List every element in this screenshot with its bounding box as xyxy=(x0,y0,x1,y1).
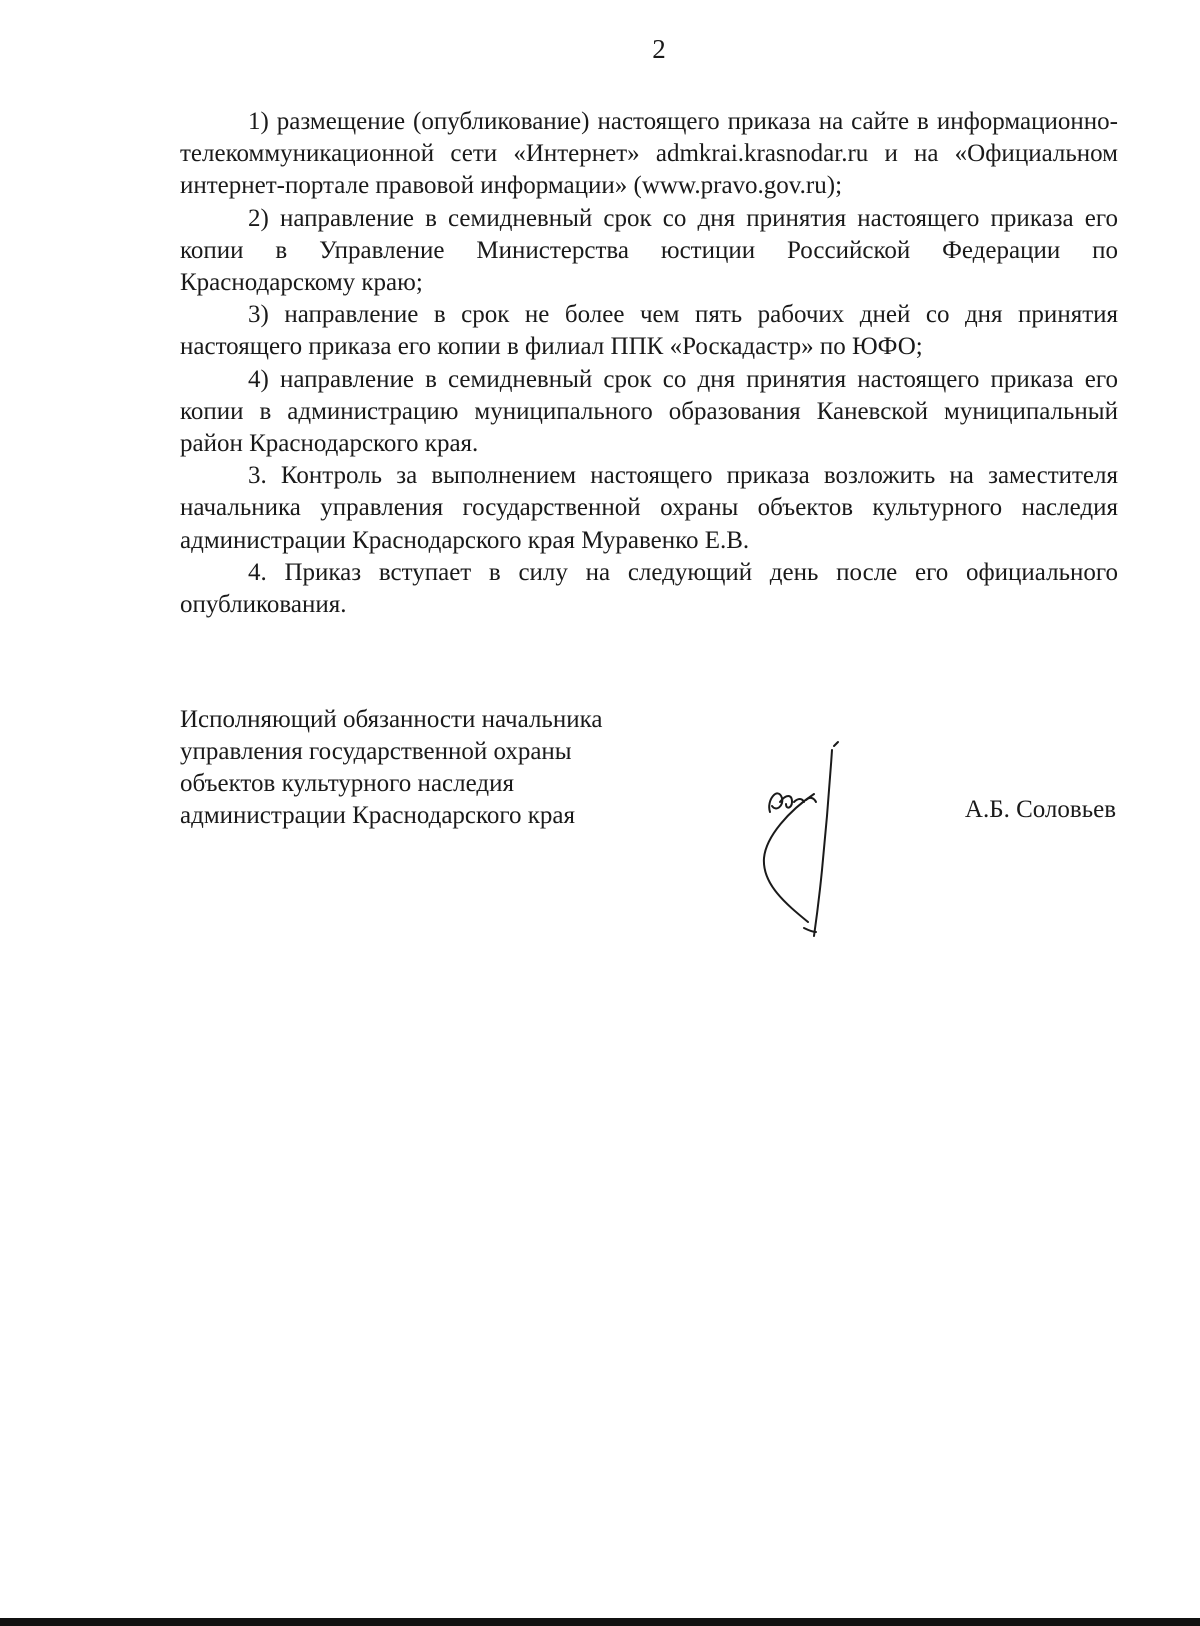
signer-position-line: объектов культурного наследия xyxy=(180,770,514,797)
paragraph-ministry-copy: 2) направление в семидневный срок со дня принятия настоящего приказа его копии в Управление Министерства юстиции Российской Федерации по Краснодарскому краю; xyxy=(180,204,1118,297)
page-number: 2 xyxy=(652,34,666,64)
document-body xyxy=(180,106,1118,621)
paragraph-roskadastr-copy: 3) направление в срок не более чем пять рабочих дней со дня принятия настоящего приказа его копии в филиал ППК «Роскадастр» по ЮФО; xyxy=(180,301,1118,361)
handwritten-signature xyxy=(756,740,876,940)
paragraph-municipality-copy: 4) направление в семидневный срок со дня принятия настоящего приказа его копии в администрацию муниципального образования Каневской муниципальный район Краснодарского края. xyxy=(180,365,1118,458)
paragraph-publication: 1) размещение (опубликование) настоящего приказа на сайте в информационно-телекоммуникационной сети «Интернет» admkrai.krasnodar.ru и на «Официальном интернет-портале правовой информации» (www.pravo.gov.ru); xyxy=(180,108,1118,200)
signer-name: А.Б. Соловьев xyxy=(964,796,1116,823)
signer-position xyxy=(180,704,602,832)
signer-position-line: управления государственной охраны xyxy=(180,738,572,765)
paragraph-effective-date: 4. Приказ вступает в силу на следующий день после его официального опубликования. xyxy=(180,558,1118,619)
signer-position-line: Исполняющий обязанности начальника xyxy=(180,706,603,733)
signer-position-line: администрации Краснодарского края xyxy=(180,802,576,829)
paragraph-control: 3. Контроль за выполнением настоящего приказа возложить на заместителя начальника управления государственной охраны объектов культурного наследия администрации Краснодарского края Муравенко Е.В. xyxy=(180,462,1118,554)
scan-edge xyxy=(0,1618,1200,1626)
